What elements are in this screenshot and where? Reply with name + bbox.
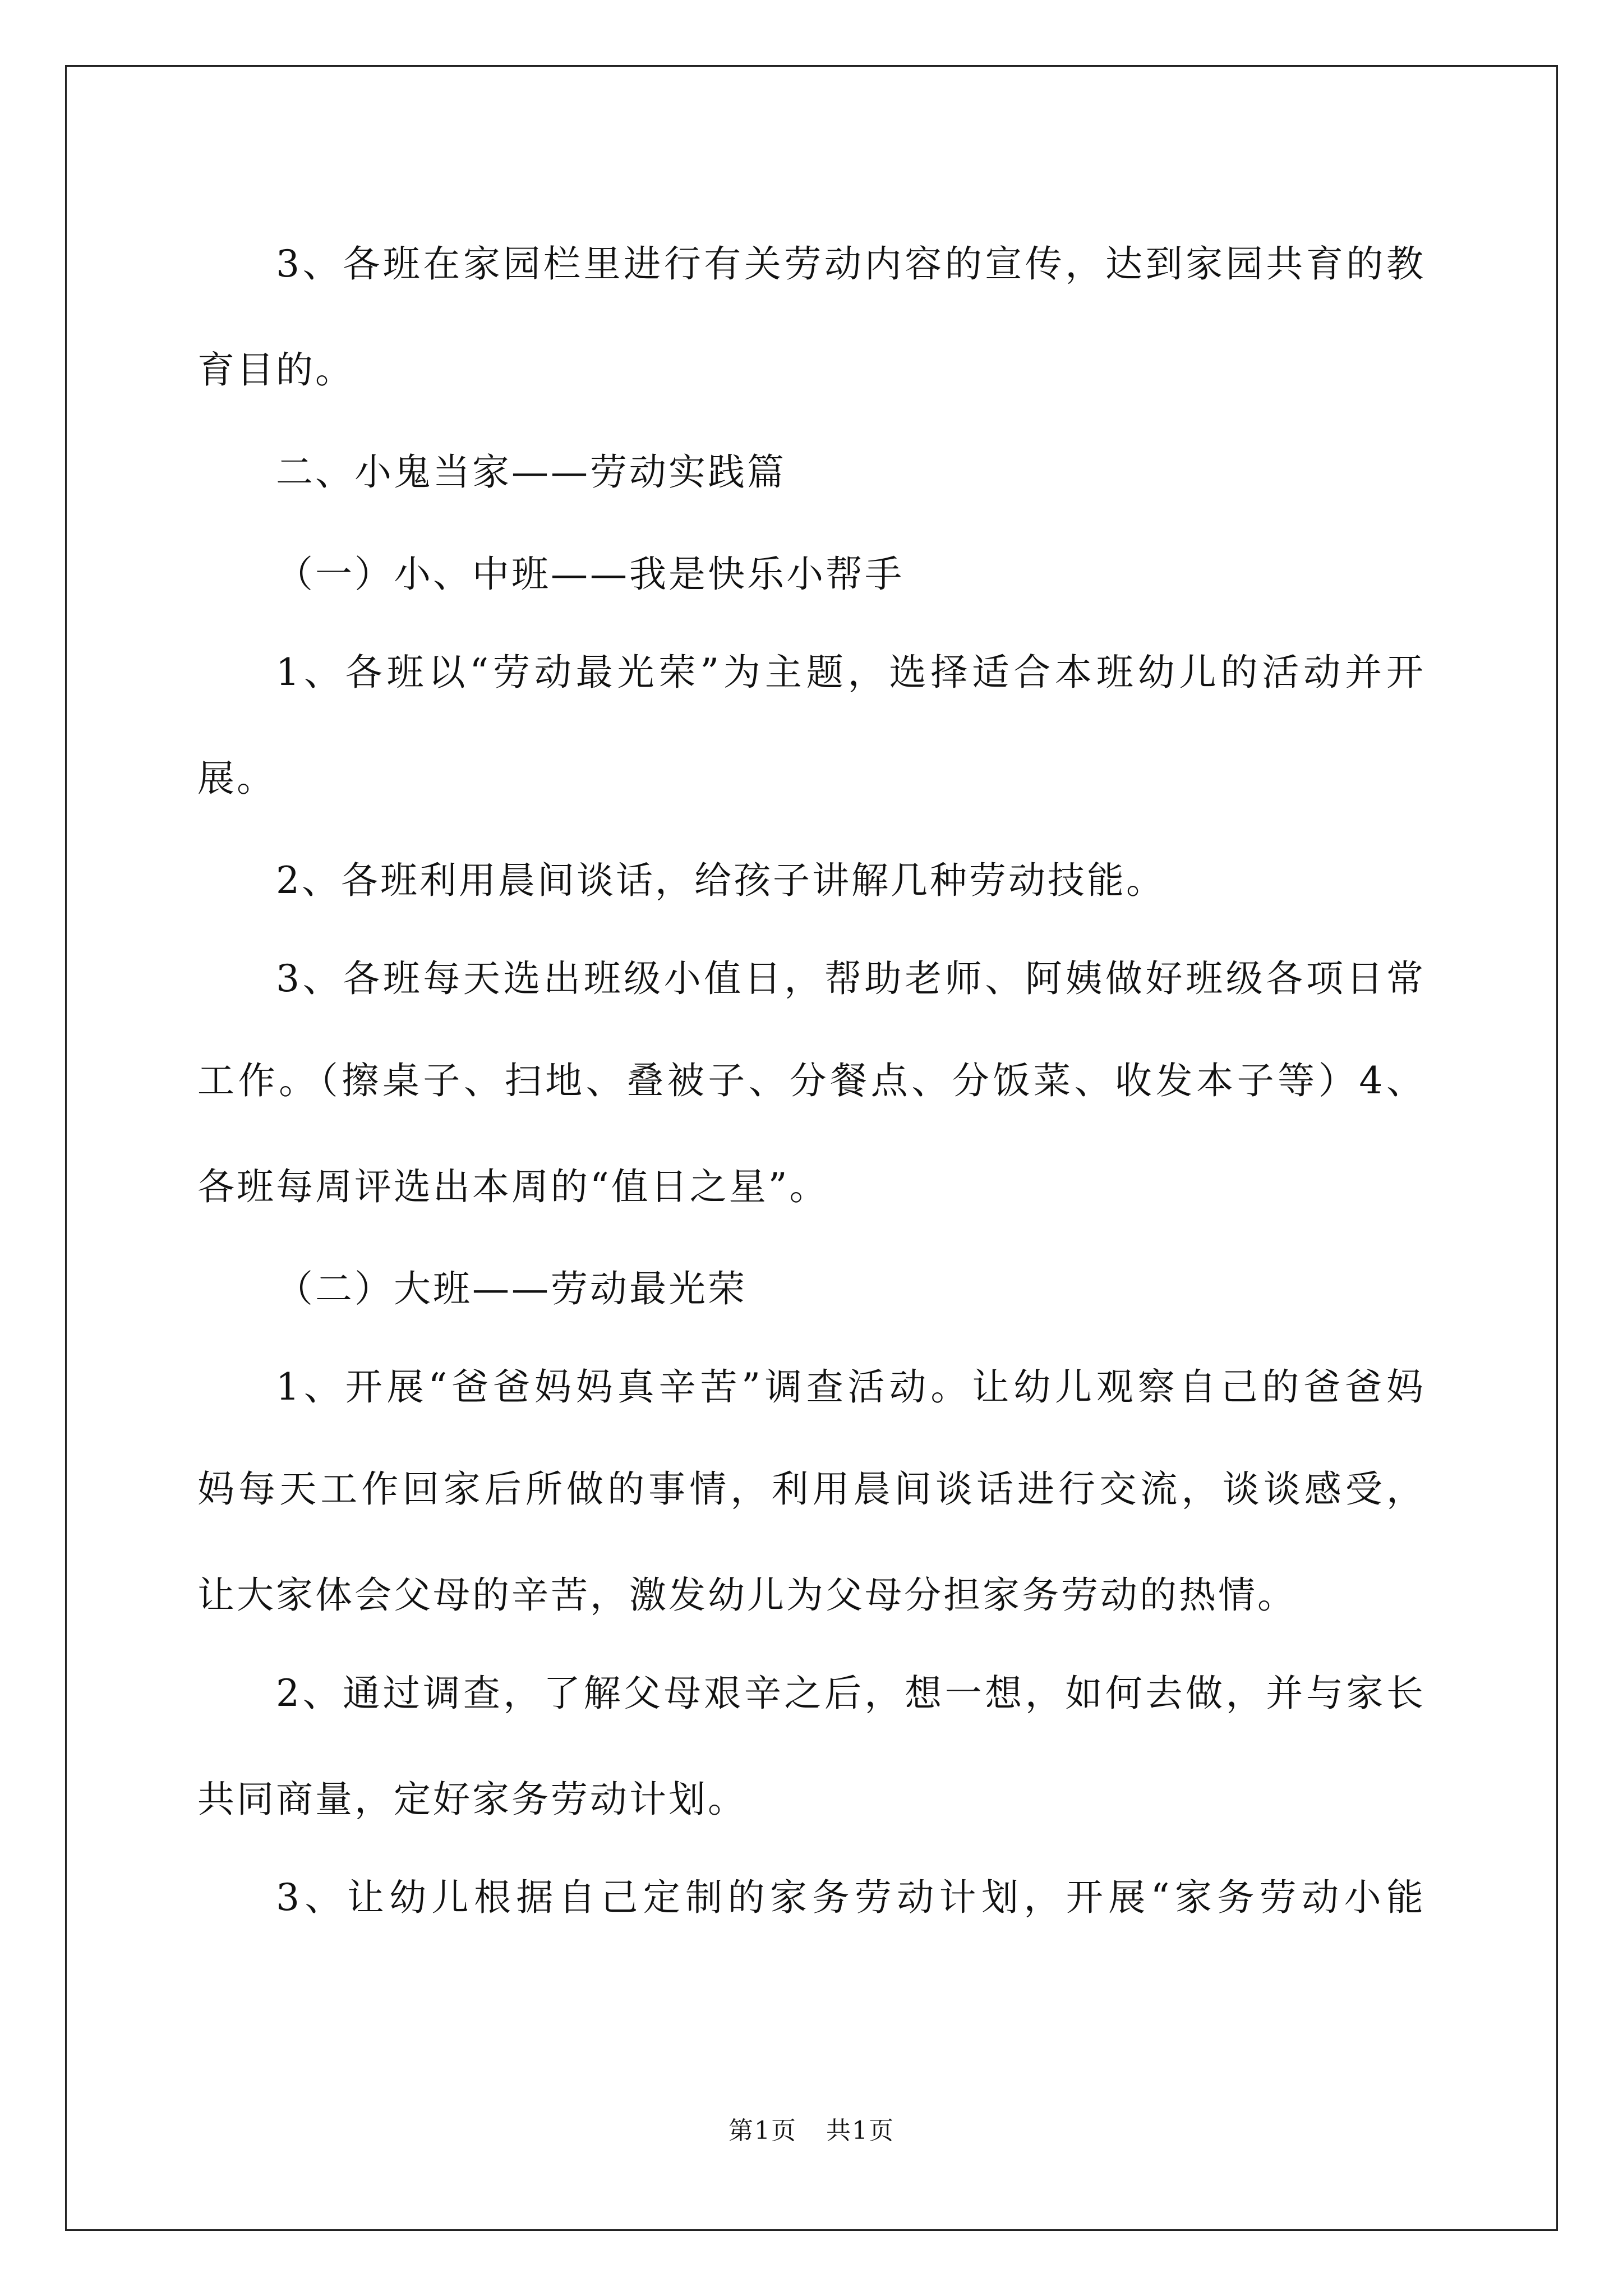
subsection-heading bbox=[197, 519, 1426, 622]
line-text: 二、小鬼当家——劳动实践篇 bbox=[276, 450, 786, 494]
line-text: 育目的。 bbox=[197, 348, 354, 392]
paragraph-line bbox=[197, 1336, 1426, 1438]
line-text: 3、各班在家园栏里进行有关劳动内容的宣传，达到家园共育的教 bbox=[276, 242, 1426, 286]
line-text: 让大家体会父母的辛苦，激发幼儿为父母分担家务劳动的热情。 bbox=[197, 1573, 1297, 1617]
paragraph-line bbox=[197, 315, 1426, 417]
line-text: 3、让幼儿根据自己定制的家务劳动计划，开展“家务劳动小能 bbox=[276, 1876, 1426, 1919]
paragraph-line bbox=[197, 1847, 1426, 1949]
line-text: 3、各班每天选出班级小值日，帮助老师、阿姨做好班级各项日常 bbox=[276, 957, 1426, 1000]
line-text: 展。 bbox=[197, 756, 276, 800]
line-text: 各班每周评选出本周的“值日之星”。 bbox=[197, 1165, 829, 1208]
paragraph-line bbox=[197, 1030, 1426, 1132]
paragraph-line bbox=[197, 622, 1426, 724]
paragraph-line bbox=[197, 1745, 1426, 1847]
paragraph-line bbox=[197, 826, 1426, 928]
page-footer bbox=[0, 2110, 1623, 2146]
page-number-current: 第1页 bbox=[728, 2116, 797, 2145]
line-text: 2、通过调查，了解父母艰辛之后，想一想，如何去做，并与家长 bbox=[276, 1672, 1426, 1715]
line-text: 共同商量，定好家务劳动计划。 bbox=[197, 1777, 747, 1821]
line-text: 1、各班以“劳动最光荣”为主题，选择适合本班幼儿的活动并开 bbox=[276, 651, 1426, 694]
paragraph-line bbox=[197, 724, 1426, 826]
paragraph-line bbox=[197, 1540, 1426, 1642]
line-text: （二）大班——劳动最光荣 bbox=[276, 1267, 747, 1310]
subsection-heading bbox=[197, 1234, 1426, 1336]
section-heading bbox=[197, 417, 1426, 519]
line-text: 2、各班利用晨间谈话，给孩子讲解几种劳动技能。 bbox=[276, 858, 1165, 902]
document-body bbox=[197, 213, 1426, 1949]
line-text: 工作。（擦桌子、扫地、叠被子、分餐点、分饭菜、收发本子等）4、 bbox=[197, 1059, 1426, 1102]
line-text: 1、开展“爸爸妈妈真辛苦”调查活动。让幼儿观察自己的爸爸妈 bbox=[276, 1365, 1426, 1409]
line-text: 妈每天工作回家后所做的事情，利用晨间谈话进行交流，谈谈感受， bbox=[197, 1467, 1426, 1511]
paragraph-line bbox=[197, 1642, 1426, 1745]
line-text: （一）小、中班——我是快乐小帮手 bbox=[276, 552, 904, 596]
paragraph-line bbox=[197, 1132, 1426, 1234]
paragraph-line bbox=[197, 1438, 1426, 1540]
paragraph-line bbox=[197, 213, 1426, 315]
paragraph-line bbox=[197, 928, 1426, 1030]
page-number-total: 共1页 bbox=[826, 2116, 895, 2145]
